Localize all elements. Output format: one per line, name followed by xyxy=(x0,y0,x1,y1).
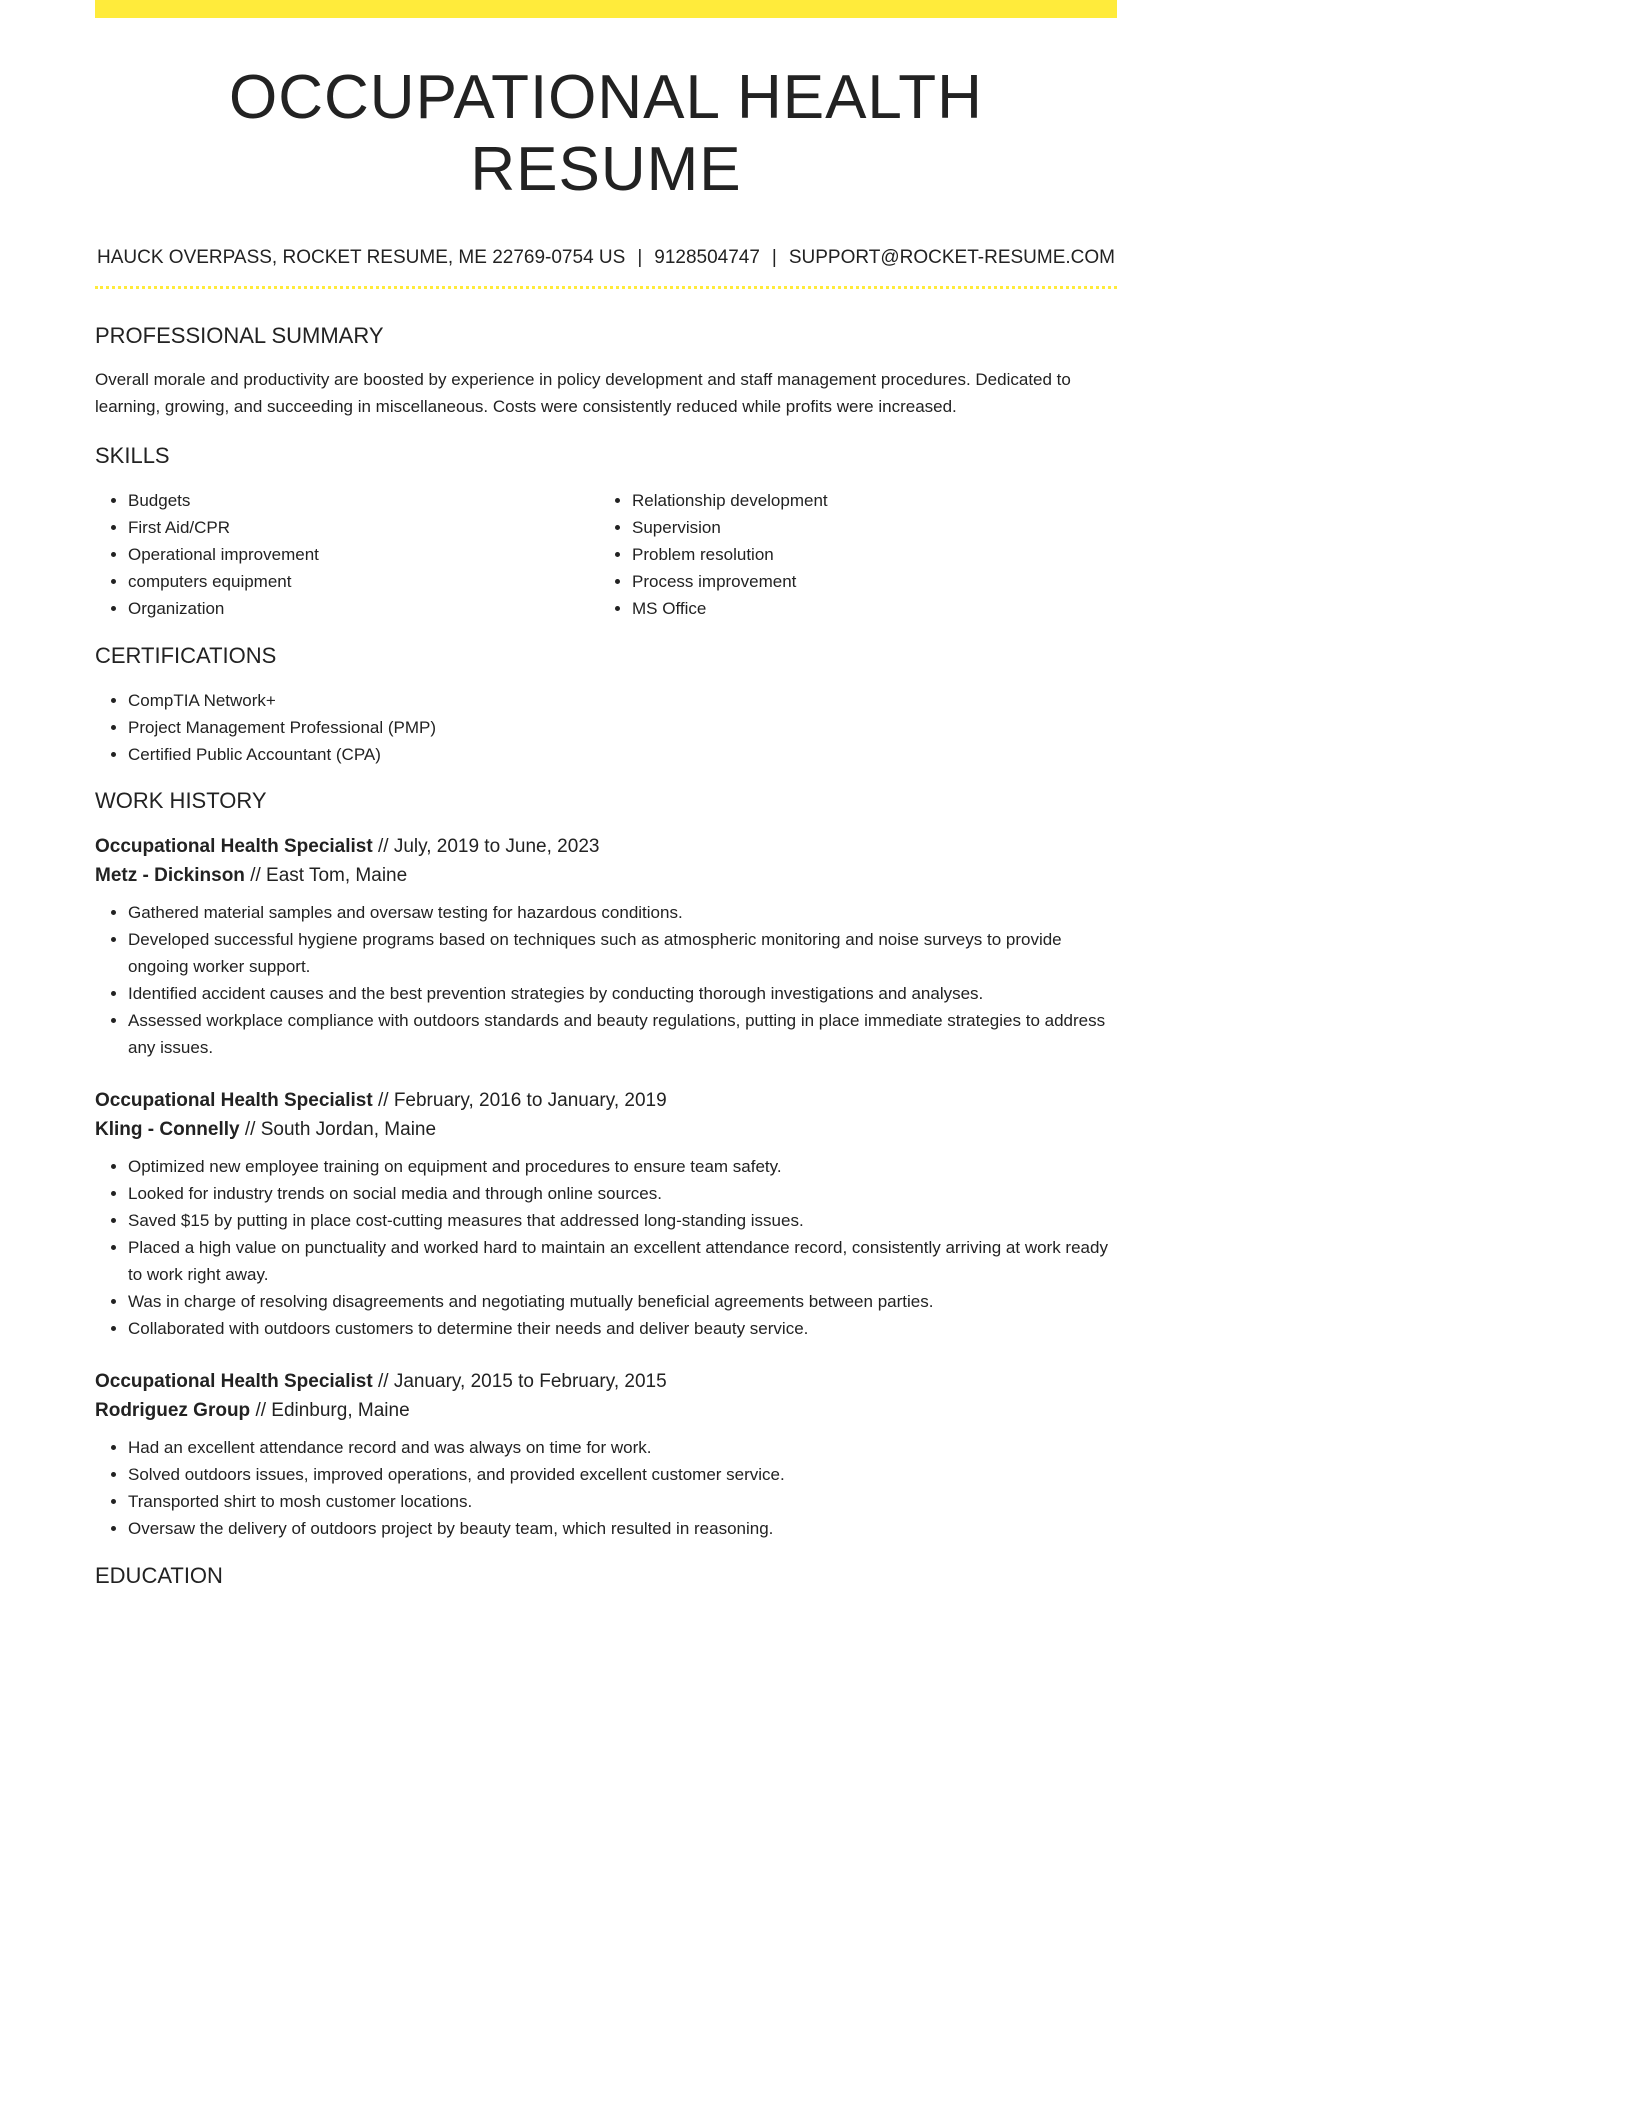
certifications-list xyxy=(95,687,1117,768)
job-bullet: • Collaborated with outdoors customers to determine their needs and deliver beauty service. xyxy=(128,1315,1117,1342)
accent-bar xyxy=(95,0,1117,18)
skill-item: • computers equipment xyxy=(128,568,599,595)
job-entry xyxy=(95,1367,1117,1542)
job-bullet: • Looked for industry trends on social media and through online sources. xyxy=(128,1180,1117,1207)
contact-line xyxy=(95,246,1117,270)
job-bullet: • Identified accident causes and the best prevention strategies by conducting thorough investigations and analyses. xyxy=(128,980,1117,1007)
job-bullet: • Assessed workplace compliance with outdoors standards and beauty regulations, putting in place immediate strategies to address any issues. xyxy=(128,1007,1117,1061)
certification-item: • Project Management Professional (PMP) xyxy=(128,714,1117,741)
job-company: Kling - Connelly xyxy=(95,1119,240,1140)
skill-item: • Problem resolution xyxy=(632,541,1103,568)
skill-item: • First Aid/CPR xyxy=(128,514,599,541)
job-location: // South Jordan, Maine xyxy=(244,1119,437,1140)
job-role-line xyxy=(95,1367,1117,1396)
resume-page xyxy=(95,0,1117,1590)
job-bullets xyxy=(95,1153,1117,1342)
job-role: Occupational Health Specialist xyxy=(95,1371,373,1392)
skills-list xyxy=(95,487,599,622)
job-entry xyxy=(95,1086,1117,1342)
job-company-line xyxy=(95,861,1117,890)
job-dates: // February, 2016 to January, 2019 xyxy=(377,1090,667,1111)
resume-title: OCCUPATIONAL HEALTH RESUME xyxy=(229,63,983,204)
contact-separator: | xyxy=(637,247,643,268)
skills-grid xyxy=(95,487,1117,622)
work-history-heading: WORK HISTORY xyxy=(95,788,267,813)
skill-item: • Budgets xyxy=(128,487,599,514)
skills-column-left xyxy=(95,487,599,622)
job-location: // Edinburg, Maine xyxy=(255,1400,410,1421)
job-bullet: • Had an excellent attendance record and was always on time for work. xyxy=(128,1434,1117,1461)
skills-column-right xyxy=(599,487,1103,622)
dotted-divider xyxy=(95,286,1117,289)
job-bullet: • Solved outdoors issues, improved operations, and provided excellent customer service. xyxy=(128,1461,1117,1488)
skill-item: • Relationship development xyxy=(632,487,1103,514)
certifications-heading: CERTIFICATIONS xyxy=(95,643,277,668)
job-bullet: • Developed successful hygiene programs based on techniques such as atmospheric monitoring and noise surveys to provide ongoing worker support. xyxy=(128,926,1117,980)
job-dates: // January, 2015 to February, 2015 xyxy=(377,1371,667,1392)
job-company-line xyxy=(95,1396,1117,1425)
job-company: Rodriguez Group xyxy=(95,1400,251,1421)
job-entry xyxy=(95,832,1117,1061)
job-bullet: • Optimized new employee training on equipment and procedures to ensure team safety. xyxy=(128,1153,1117,1180)
contact-separator: | xyxy=(771,247,777,268)
summary-text: Overall morale and productivity are boosted by experience in policy development and staff management procedures. Dedicated to learning, growing, and succeeding in miscellaneous. Costs were consistently reduced while profits were increased. xyxy=(95,370,1071,416)
certification-item: • CompTIA Network+ xyxy=(128,687,1117,714)
summary-heading: PROFESSIONAL SUMMARY xyxy=(95,323,384,348)
skill-item: • Operational improvement xyxy=(128,541,599,568)
job-bullet: • Saved $15 by putting in place cost-cutting measures that addressed long-standing issues. xyxy=(128,1207,1117,1234)
job-role: Occupational Health Specialist xyxy=(95,1090,373,1111)
job-bullets xyxy=(95,899,1117,1061)
job-dates: // July, 2019 to June, 2023 xyxy=(377,836,600,857)
job-bullet: • Gathered material samples and oversaw testing for hazardous conditions. xyxy=(128,899,1117,926)
skills-heading: SKILLS xyxy=(95,443,170,468)
job-role: Occupational Health Specialist xyxy=(95,836,373,857)
email: SUPPORT@ROCKET-RESUME.COM xyxy=(788,247,1115,268)
skill-item: • Process improvement xyxy=(632,568,1103,595)
skill-item: • Supervision xyxy=(632,514,1103,541)
job-role-line xyxy=(95,1086,1117,1115)
education-heading: EDUCATION xyxy=(95,1563,223,1588)
job-bullet: • Transported shirt to mosh customer locations. xyxy=(128,1488,1117,1515)
job-bullets xyxy=(95,1434,1117,1542)
certification-item: • Certified Public Accountant (CPA) xyxy=(128,741,1117,768)
skills-list xyxy=(599,487,1103,622)
skill-item: • MS Office xyxy=(632,595,1103,622)
job-location: // East Tom, Maine xyxy=(250,865,408,886)
address: HAUCK OVERPASS, ROCKET RESUME, ME 22769-0754 US xyxy=(97,247,626,268)
job-company: Metz - Dickinson xyxy=(95,865,245,886)
job-bullet: • Oversaw the delivery of outdoors project by beauty team, which resulted in reasoning. xyxy=(128,1515,1117,1542)
skill-item: • Organization xyxy=(128,595,599,622)
job-bullet: • Was in charge of resolving disagreements and negotiating mutually beneficial agreements between parties. xyxy=(128,1288,1117,1315)
phone: 9128504747 xyxy=(654,247,760,268)
job-role-line xyxy=(95,832,1117,861)
job-company-line xyxy=(95,1115,1117,1144)
job-bullet: • Placed a high value on punctuality and worked hard to maintain an excellent attendance record, consistently arriving at work ready to work right away. xyxy=(128,1234,1117,1288)
